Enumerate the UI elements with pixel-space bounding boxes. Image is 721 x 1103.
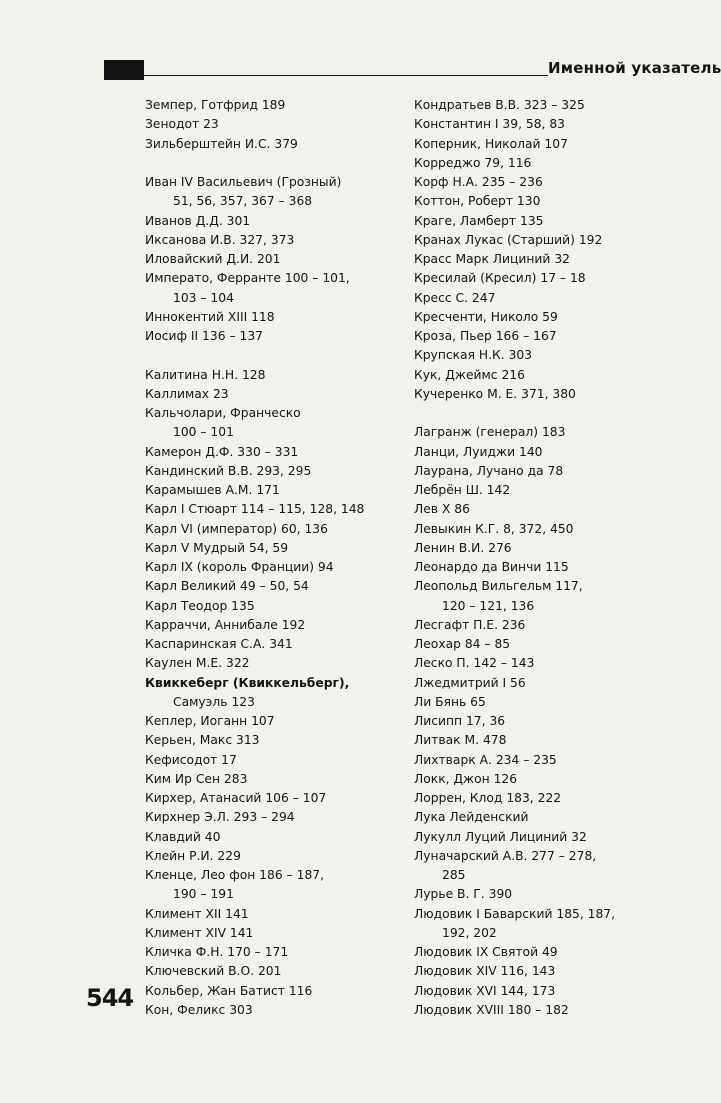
index-entry: Лев X 86	[414, 502, 470, 517]
index-entry-continuation: Самуэль 123	[173, 694, 255, 709]
index-entry-continuation: 285	[442, 868, 466, 882]
index-entry: Калитина Н.Н. 128	[145, 367, 266, 382]
index-entry: Коперник, Николай 107	[414, 136, 568, 151]
index-entry: Кленце, Лео фон 186 – 187,	[145, 868, 324, 882]
page-number: 544	[86, 984, 134, 1012]
index-entry: Локк, Джон 126	[414, 771, 518, 786]
index-entry: Каспаринская С.А. 341	[145, 637, 293, 651]
index-entry: Людовик XIV 116, 143	[414, 964, 556, 979]
index-entry: Иосиф II 136 – 137	[145, 329, 263, 343]
index-entry: Леонардо да Винчи 115	[414, 560, 569, 574]
running-header-title: Именной указатель	[548, 59, 721, 77]
index-entry: Левыкин К.Г. 8, 372, 450	[414, 521, 574, 536]
index-entry: Климент XIV 141	[145, 925, 254, 940]
index-entry: Краге, Ламберт 135	[414, 213, 544, 228]
index-entry: Лесгафт П.Е. 236	[414, 617, 526, 632]
index-entry: Кирхнер Э.Л. 293 – 294	[145, 810, 295, 825]
index-entry-continuation: 103 – 104	[173, 290, 234, 305]
index-entry: Иннокентий XIII 118	[145, 309, 275, 324]
index-entry: Лагранж (генерал) 183	[414, 425, 566, 440]
index-entry: Коттон, Роберт 130	[414, 194, 541, 209]
index-entry: Корф Н.А. 235 – 236	[414, 175, 543, 189]
index-entry: Ключевский В.О. 201	[145, 964, 282, 979]
index-entry: Карл IX (король Франции) 94	[145, 560, 334, 574]
index-entry: Карраччи, Аннибале 192	[145, 617, 306, 632]
index-entry: Ким Ир Сен 283	[145, 771, 248, 786]
index-entry: Лурье В. Г. 390	[414, 887, 513, 902]
index-entry: Лжедмитрий I 56	[414, 675, 526, 690]
index-entry: Иван IV Васильевич (Грозный)	[145, 175, 342, 189]
index-entry: Зенодот 23	[145, 117, 219, 132]
index-entry-continuation: 190 – 191	[173, 887, 234, 902]
index-entry: Каулен М.Е. 322	[145, 656, 250, 671]
index-entry: Кальчолари, Франческо	[145, 406, 301, 420]
index-entry: Климент XII 141	[145, 906, 249, 921]
index-entry: Кресилай (Кресил) 17 – 18	[414, 271, 586, 286]
index-entry: Красс Марк Лициний 32	[414, 252, 570, 266]
index-entry: Керьен, Макс 313	[145, 733, 260, 748]
index-entry: Кук, Джеймс 216	[414, 367, 525, 382]
index-entry: Лисипп 17, 36	[414, 714, 506, 728]
index-column-right	[414, 96, 694, 1020]
index-entry: Кандинский В.В. 293, 295	[145, 463, 312, 478]
index-entry-continuation: 120 – 121, 136	[442, 598, 535, 613]
index-entry: Иванов Д.Д. 301	[145, 213, 251, 228]
index-entry: Лихтварк А. 234 – 235	[414, 752, 557, 767]
index-entry: Кроза, Пьер 166 – 167	[414, 329, 557, 343]
index-entry: Кондратьев В.В. 323 – 325	[414, 98, 585, 112]
index-entry: Лоррен, Клод 183, 222	[414, 791, 562, 805]
index-entry: Крупская Н.К. 303	[414, 348, 533, 363]
header-black-bar	[104, 60, 144, 80]
index-entry: Луначарский А.В. 277 – 278,	[414, 848, 597, 863]
index-entry: Кон, Феликс 303	[145, 1002, 253, 1017]
index-entry: Лаурана, Лучано да 78	[414, 463, 564, 478]
index-entry: Кресченти, Николо 59	[414, 309, 558, 324]
index-entry: Людовик XVIII 180 – 182	[414, 1002, 569, 1017]
index-gap	[145, 154, 415, 173]
index-entry: Кучеренко М. Е. 371, 380	[414, 386, 576, 401]
index-entry: Императо, Ферранте 100 – 101,	[145, 271, 350, 286]
index-gap	[145, 346, 415, 365]
index-entry: Клейн Р.И. 229	[145, 848, 241, 863]
index-entry: Клавдий 40	[145, 829, 221, 844]
index-entry-continuation: 100 – 101	[173, 425, 234, 440]
index-entry: Лукулл Луций Лициний 32	[414, 829, 587, 844]
index-entry: Зильберштейн И.С. 379	[145, 136, 298, 151]
index-entry: Леохар 84 – 85	[414, 637, 511, 651]
index-entry: Иловайский Д.И. 201	[145, 252, 281, 266]
index-entry: Кресс С. 247	[414, 290, 496, 305]
index-entry: Кличка Ф.Н. 170 – 171	[145, 945, 289, 959]
index-entry: Иксанова И.В. 327, 373	[145, 232, 295, 247]
index-entry: Корреджо 79, 116	[414, 155, 532, 170]
index-entry: Литвак М. 478	[414, 733, 507, 748]
index-entry: Земпер, Готфрид 189	[145, 98, 286, 112]
index-entry: Каллимах 23	[145, 386, 229, 401]
index-entry: Карамышев А.М. 171	[145, 483, 280, 497]
index-entry: Кирхер, Атанасий 106 – 107	[145, 791, 327, 805]
index-entry: Ленин В.И. 276	[414, 540, 512, 555]
index-entry: Ланци, Луиджи 140	[414, 444, 543, 459]
index-entry: Лебрён Ш. 142	[414, 483, 511, 497]
index-entry: Константин I 39, 58, 83	[414, 117, 566, 132]
index-column-left	[145, 96, 415, 1020]
index-entry-continuation: 51, 56, 357, 367 – 368	[173, 194, 313, 209]
index-entry: Леско П. 142 – 143	[414, 656, 535, 671]
index-entry: Квиккеберг (Квиккельберг),	[145, 675, 350, 690]
index-entry: Кеплер, Иоганн 107	[145, 714, 275, 728]
index-entry: Карл Великий 49 – 50, 54	[145, 579, 309, 594]
index-entry: Кранах Лукас (Старший) 192	[414, 232, 603, 247]
index-gap	[414, 404, 694, 423]
index-entry: Лука Лейденский	[414, 810, 529, 825]
index-entry: Людовик XVI 144, 173	[414, 983, 556, 998]
index-entry: Карл Теодор 135	[145, 598, 255, 613]
index-entry: Леопольд Вильгельм 117,	[414, 579, 583, 594]
index-entry: Людовик I Баварский 185, 187,	[414, 906, 616, 921]
index-entry: Кольбер, Жан Батист 116	[145, 983, 313, 998]
index-entry: Камерон Д.Ф. 330 – 331	[145, 444, 299, 459]
index-entry: Карл I Стюарт 114 – 115, 128, 148	[145, 502, 365, 517]
header-rule-line	[144, 75, 548, 76]
index-entry: Карл V Мудрый 54, 59	[145, 540, 289, 555]
index-entry: Ли Бянь 65	[414, 694, 486, 709]
index-entry: Людовик IX Святой 49	[414, 945, 558, 959]
index-entry: Кефисодот 17	[145, 752, 237, 767]
index-entry-continuation: 192, 202	[442, 925, 497, 940]
index-entry: Карл VI (император) 60, 136	[145, 521, 328, 536]
